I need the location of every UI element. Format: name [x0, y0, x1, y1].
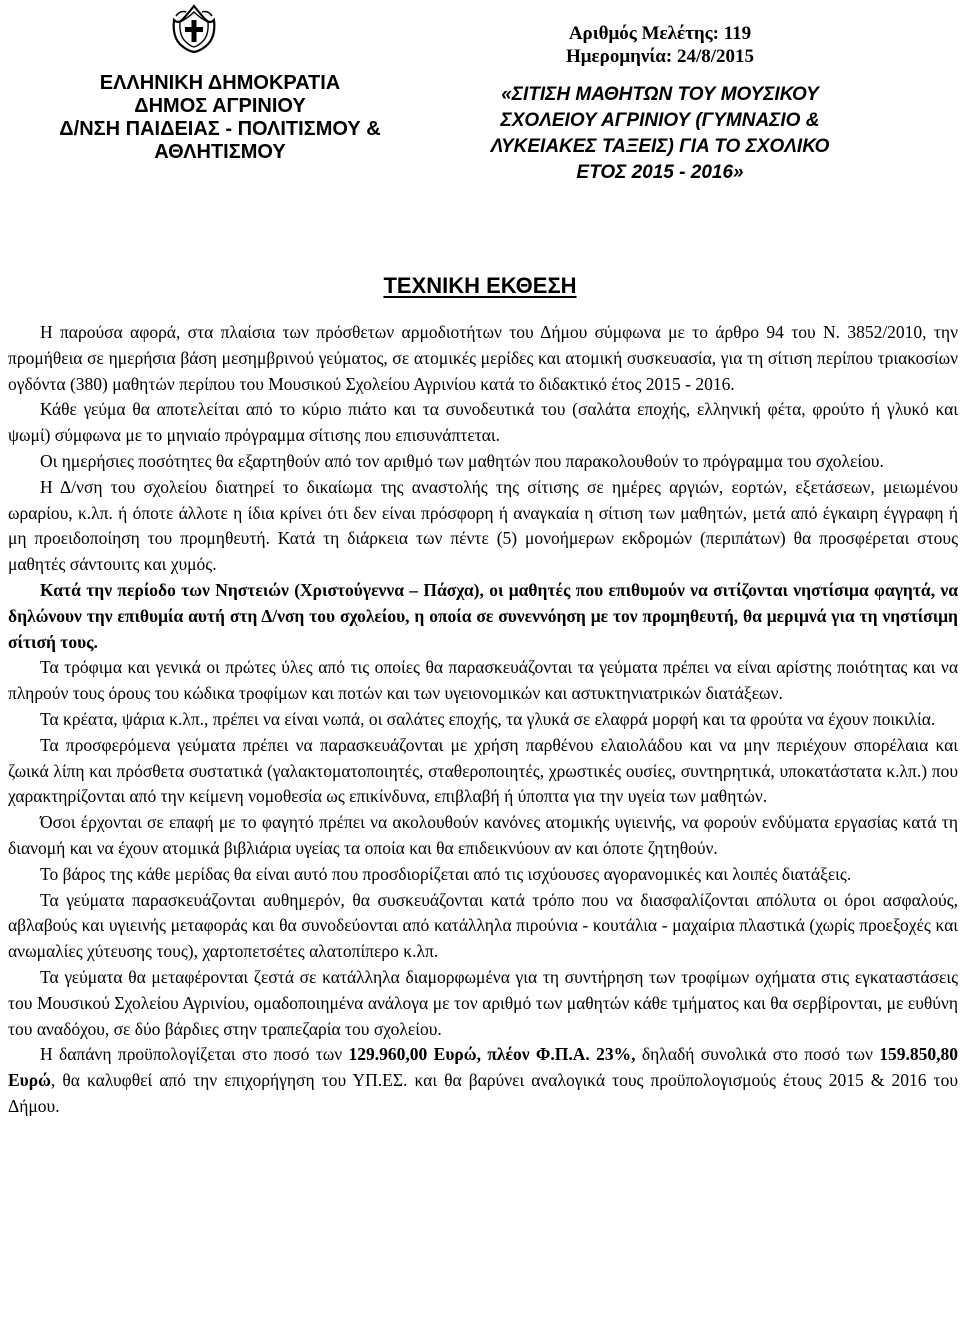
paragraph-staff-hygiene: Όσοι έρχονται σε επαφή με το φαγητό πρέπει να ακολουθούν κανόνες ατομικής υγιεινής, να φορούν ενδύματα εργασίας κατά τη διανομή και να έχουν ατομικά βιβλιάρια υγείας τα οποία και θα επιδεικνύουν αν και όποτε ζητηθούν. [8, 812, 958, 858]
report-body [8, 320, 958, 1120]
paragraph-preparation-rules: Τα προσφερόμενα γεύματα πρέπει να παρασκευάζονται με χρήση παρθένου ελαιολάδου και να μην περιέχουν σπορέλαια και ζωικά λίπη και πρόσθετα συστατικά (γαλακτοματοποιητές, σταθεροποιητές, χρωστικές ουσίες, συντηρητικά, υποκατάστατα κ.λπ.) που χαρακτηρίζονται από την κείμενη νομοθεσία ως επικίνδυνα, επιβλαβή ή ύποπτα για την υγεία των μαθητών. [8, 734, 958, 807]
paragraph-fasting-period [8, 578, 958, 655]
fasting-text: Κατά την περίοδο των Νηστειών (Χριστούγεννα – Πάσχα), οι μαθητές που επιθυμούν να σιτίζονται νηστίσιμα φαγητά, να δηλώνουν την επιθυμία αυτή στη Δ/νση του σχολείου, η οποία σε συνεννόηση με τον προμηθευτή, θα μεριμνά για τη νηστίσιμη σίτισή τους. [8, 579, 958, 652]
budget-text-2: δηλαδή συνολικά στο ποσό των [635, 1044, 880, 1065]
budget-text-3: , θα καλυφθεί από την επιχορήγηση του ΥΠ.ΕΣ. και θα βαρύνει αναλογικά τους προϋπολογισμούς έτους 2015 & 2016 του Δήμου. [8, 1070, 958, 1116]
study-number: Αριθμός Μελέτης: 119 [568, 23, 752, 44]
budget-total-amount: 159.850,80 Ευρώ [8, 1044, 958, 1091]
issuer-header [40, 72, 400, 164]
issuer-line-1: ΕΛΛΗΝΙΚΗ ΔΗΜΟΚΡΑΤΙΑ [99, 72, 341, 94]
study-title: «ΣΙΤΙΣΗ ΜΑΘΗΤΩΝ ΤΟΥ ΜΟΥΣΙΚΟΥ ΣΧΟΛΕΙΟΥ ΑΓΡΙΝΙΟΥ (ΓΥΜΝΑΣΙΟ & ΛΥΚΕΙΑΚΕΣ ΤΑΞΕΙΣ) ΓΙΑ ΤΟ ΣΧΟΛΙΚΟ ΕΤΟΣ 2015 - 2016» [490, 84, 830, 183]
paragraph-suspension-rights: Η Δ/νση του σχολείου διατηρεί το δικαίωμα της αναστολής της σίτισης σε ημέρες αργιών, εορτών, εξετάσεων, μειωμένου ωραρίου, κ.λπ. ή όποτε άλλοτε η ίδια κρίνει ότι δεν είναι πρόσφορη ή αναγκαία η σίτιση των μαθητών, μετά από έγκαιρη έγγραφη ή μη προειδοποίηση του προμηθευτή. Κατά τη διάρκεια των πέντε (5) μονοήμερων εκδρομών (περιπάτων) θα προσφέρεται στους μαθητές σάντουιτς και χυμός. [8, 476, 958, 575]
paragraph-fresh-products: Τα κρέατα, ψάρια κ.λπ., πρέπει να είναι νωπά, οι σαλάτες εποχής, τα γλυκά σε ελαφρά μορφή και τα φρούτα να έχουν ποικιλία. [40, 708, 936, 729]
budget-net-amount: 129.960,00 Ευρώ, πλέον Φ.Π.Α. 23%, [348, 1044, 636, 1065]
issuer-line-2: ΔΗΜΟΣ ΑΓΡΙΝΙΟΥ [134, 95, 306, 117]
paragraph-food-quality: Τα τρόφιμα και γενικά οι πρώτες ύλες από τις οποίες θα παρασκευάζονται τα γεύματα πρέπει να είναι αρίστης ποιότητας και να πληρούν τους όρους του κώδικα τροφίμων και ποτών και των υγειονομικών και αστυκτηνιατρικών διατάξεων. [8, 657, 958, 704]
issuer-line-3: Δ/ΝΣΗ ΠΑΙΔΕΙΑΣ - ΠΟΛΙΤΙΣΜΟΥ & [59, 118, 381, 140]
issuer-line-4: ΑΘΛΗΤΙΣΜΟΥ [154, 141, 286, 163]
study-header [440, 22, 880, 186]
study-date: Ημερομηνία: 24/8/2015 [565, 46, 754, 67]
paragraph-budget [8, 1042, 958, 1119]
paragraph-scope: Η παρούσα αφορά, στα πλαίσια των πρόσθετων αρμοδιοτήτων του Δήμου σύμφωνα με το άρθρο 94 του Ν. 3852/2010, την προμήθεια σε ημερήσια βάση μεσημβρινού γεύματος, σε ατομικές μερίδες και ατομική συσκευασία, για τη σίτιση περίπου τριακοσίων ογδόντα (380) μαθητών περίπου του Μουσικού Σχολείου Αγρινίου κατά το διδακτικό έτος 2015 - 2016. [8, 322, 958, 394]
greek-coat-of-arms-icon [168, 2, 220, 54]
report-title: ΤΕΧΝΙΚΗ ΕΚΘΕΣΗ [383, 273, 577, 298]
paragraph-portion-weight: Το βάρος της κάθε μερίδας θα είναι αυτό που προσδιορίζεται από τις ισχύουσες αγορανομικές και λοιπές διατάξεις. [40, 863, 852, 884]
paragraph-packaging: Τα γεύματα παρασκευάζονται αυθημερόν, θα συσκευάζονται κατά τρόπο που να διασφαλίζονται απόλυτα οι όροι ασφαλούς, αβλαβούς και υγιεινής μεταφοράς και θα συνοδεύονται από κατάλληλα πιρούνια - κουτάλια - μαχαίρια πλαστικά (χωρίς προεξοχές και ανωμαλίες χύτευσης τους), χαρτοπετσέτες αλατοπίπερο κ.λπ. [8, 889, 958, 962]
paragraph-transport: Τα γεύματα θα μεταφέρονται ζεστά σε κατάλληλα διαμορφωμένα για τη συντήρηση των τροφίμων οχήματα στις εγκαταστάσεις του Μουσικού Σχολείου Αγρινίου, ομαδοποιημένα ανάλογα με τον αριθμό των μαθητών κάθε τμήματος και θα σερβίρονται, με ευθύνη του αναδόχου, σε δύο βάρδιες στην τραπεζαρία του σχολείου. [8, 966, 958, 1039]
paragraph-meal-composition: Κάθε γεύμα θα αποτελείται από το κύριο πιάτο και τα συνοδευτικά του (σαλάτα εποχής, ελληνική φέτα, φρούτο ή γλυκό και ψωμί) σύμφωνα με το μηνιαίο πρόγραμμα σίτισης που επισυνάπτεται. [8, 399, 958, 446]
paragraph-daily-quantities: Οι ημερήσιες ποσότητες θα εξαρτηθούν από τον αριθμό των μαθητών που παρακολουθούν το πρόγραμμα του σχολείου. [40, 450, 884, 471]
budget-text-1: Η δαπάνη προϋπολογίζεται στο ποσό των [40, 1044, 349, 1065]
